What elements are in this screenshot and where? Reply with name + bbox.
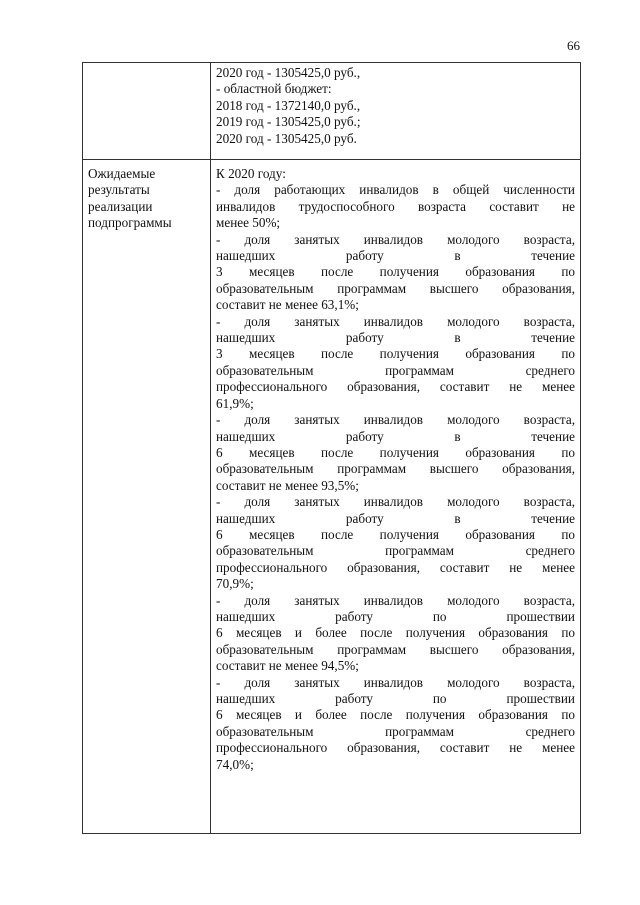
result-item-line: образовательным программам высшего образования,	[216, 280, 575, 296]
result-item-line: нашедших работу в течение	[216, 330, 575, 346]
label-line: подпрограммы	[88, 215, 172, 231]
result-item-line: инвалидов трудоспособного возраста составит не	[216, 198, 575, 214]
result-item-line: профессионального образования, составит не менее	[216, 740, 575, 756]
result-item-line: 6 месяцев и более после получения образования по	[216, 707, 575, 723]
result-item-line: нашедших работу по прошествии	[216, 691, 575, 706]
label-line: Ожидаемые	[88, 166, 156, 181]
result-item-line: образовательным программам среднего	[216, 362, 575, 378]
expected-results-value-cell	[211, 160, 581, 834]
subprogram-passport-table	[82, 62, 581, 834]
budget-line: 2018 год - 1372140,0 руб.,	[216, 97, 361, 113]
result-item-line: нашедших работу в течение	[216, 510, 575, 526]
result-item-line: нашедших работу в течение	[216, 248, 575, 264]
result-item-line: профессионального образования, составит не менее	[216, 559, 575, 575]
budget-line: - областной бюджет:	[216, 81, 332, 97]
result-item-line: 6 месяцев после получения образования по	[216, 526, 575, 542]
result-item-line: составит не менее 93,5%;	[216, 477, 359, 493]
result-item-line: - доля занятых инвалидов молодого возраста,	[216, 592, 575, 608]
result-item-line: образовательным программам среднего	[216, 543, 575, 559]
result-item-line: - доля занятых инвалидов молодого возраста,	[216, 231, 575, 247]
result-item-line: 6 месяцев и более после получения образования по	[216, 625, 575, 641]
expected-results-label-cell	[83, 160, 211, 834]
label-line: результаты	[88, 182, 150, 198]
results-intro: К 2020 году:	[216, 166, 286, 181]
result-item-line: образовательным программам высшего образования,	[216, 641, 575, 657]
result-item-line: 74,0%;	[216, 756, 254, 772]
result-item-line: составит не менее 63,1%;	[216, 297, 359, 313]
result-item-line: нашедших работу в течение	[216, 428, 575, 444]
budget-label-cell	[83, 63, 211, 160]
result-item-line: 6 месяцев после получения образования по	[216, 444, 575, 460]
label-line: реализации	[88, 198, 153, 214]
result-item-line: составит не менее 94,5%;	[216, 658, 359, 674]
budget-line: 2020 год - 1305425,0 руб.,	[216, 65, 361, 80]
result-item-line: - доля занятых инвалидов молодого возраста,	[216, 412, 575, 428]
page-number: 66	[567, 38, 580, 53]
result-item-line: 70,9%;	[216, 576, 254, 592]
result-item-line: профессионального образования, составит не менее	[216, 379, 575, 395]
result-item-line: - доля занятых инвалидов молодого возраста,	[216, 674, 575, 690]
expected-results-row	[83, 160, 581, 834]
budget-line: 2020 год - 1305425,0 руб.	[216, 130, 357, 146]
result-item-line: 3 месяцев после получения образования по	[216, 346, 575, 362]
result-item-line: образовательным программам среднего	[216, 723, 575, 739]
budget-value-cell	[211, 63, 581, 160]
result-item-line: нашедших работу по прошествии	[216, 608, 575, 624]
result-item-line: образовательным программам высшего образования,	[216, 461, 575, 477]
result-item-line: 61,9%;	[216, 395, 254, 411]
result-item-line: - доля работающих инвалидов в общей численности	[216, 182, 575, 198]
budget-line: 2019 год - 1305425,0 руб.;	[216, 114, 361, 130]
result-item-line: менее 50%;	[216, 215, 281, 231]
result-item-line: - доля занятых инвалидов молодого возраста,	[216, 494, 575, 510]
budget-row	[83, 63, 581, 160]
result-item-line: 3 месяцев после получения образования по	[216, 264, 575, 280]
result-item-line: - доля занятых инвалидов молодого возраста,	[216, 313, 575, 329]
